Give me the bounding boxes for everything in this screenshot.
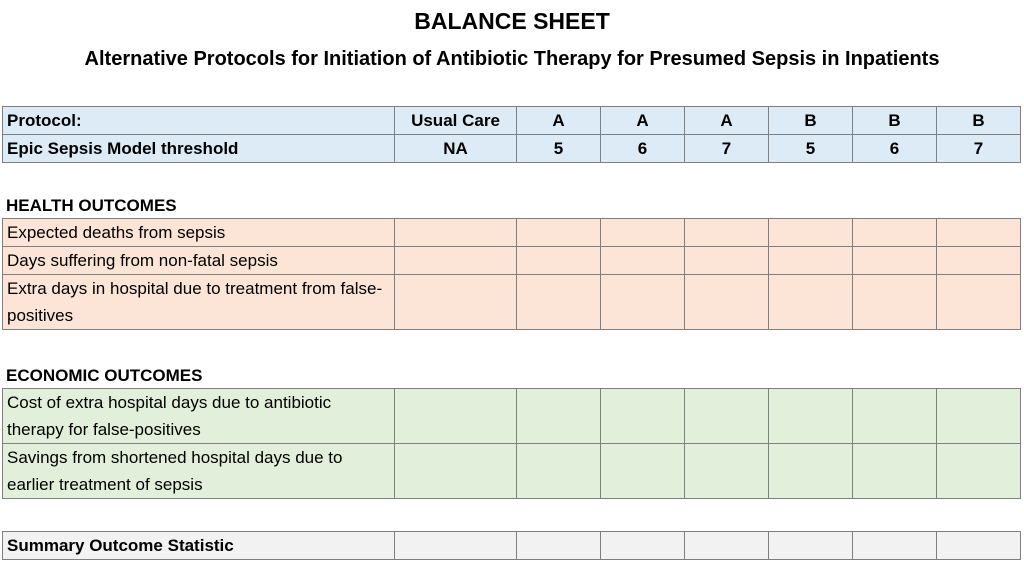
value-cell[interactable]: [517, 532, 601, 560]
threshold-row: [3, 135, 1021, 163]
health-outcomes-heading: HEALTH OUTCOMES: [6, 196, 177, 215]
protocol-header-table: [2, 106, 1021, 163]
value-cell[interactable]: [601, 389, 685, 444]
value-cell[interactable]: [853, 275, 937, 330]
value-cell[interactable]: [517, 219, 601, 247]
value-cell[interactable]: [937, 275, 1021, 330]
summary-table: [2, 531, 1021, 560]
value-cell[interactable]: [937, 247, 1021, 275]
value-cell[interactable]: [601, 532, 685, 560]
row-label: Days suffering from non-fatal sepsis: [3, 247, 395, 275]
value-cell[interactable]: [685, 444, 769, 499]
value-cell[interactable]: [685, 389, 769, 444]
value-cell[interactable]: [517, 389, 601, 444]
table-row: [3, 247, 1021, 275]
value-cell[interactable]: [395, 275, 517, 330]
protocol-row: [3, 107, 1021, 135]
value-cell[interactable]: [685, 532, 769, 560]
table-row: [3, 219, 1021, 247]
threshold-cell[interactable]: NA: [395, 135, 517, 163]
value-cell[interactable]: [685, 219, 769, 247]
threshold-cell[interactable]: 6: [601, 135, 685, 163]
threshold-cell[interactable]: 6: [853, 135, 937, 163]
threshold-label: Epic Sepsis Model threshold: [3, 135, 395, 163]
protocol-cell[interactable]: B: [769, 107, 853, 135]
value-cell[interactable]: [395, 444, 517, 499]
value-cell[interactable]: [395, 389, 517, 444]
value-cell[interactable]: [601, 247, 685, 275]
table-row: [3, 275, 1021, 330]
value-cell[interactable]: [601, 444, 685, 499]
value-cell[interactable]: [937, 444, 1021, 499]
value-cell[interactable]: [853, 219, 937, 247]
threshold-cell[interactable]: 5: [769, 135, 853, 163]
value-cell[interactable]: [769, 247, 853, 275]
protocol-cell[interactable]: Usual Care: [395, 107, 517, 135]
value-cell[interactable]: [769, 444, 853, 499]
threshold-cell[interactable]: 7: [685, 135, 769, 163]
value-cell[interactable]: [685, 247, 769, 275]
table-row: [3, 444, 1021, 499]
value-cell[interactable]: [937, 389, 1021, 444]
table-row: [3, 389, 1021, 444]
value-cell[interactable]: [769, 532, 853, 560]
threshold-cell[interactable]: 5: [517, 135, 601, 163]
value-cell[interactable]: [937, 532, 1021, 560]
protocol-cell[interactable]: A: [601, 107, 685, 135]
summary-label: Summary Outcome Statistic: [3, 532, 395, 560]
value-cell[interactable]: [853, 444, 937, 499]
value-cell[interactable]: [601, 219, 685, 247]
value-cell[interactable]: [937, 219, 1021, 247]
row-label: Extra days in hospital due to treatment from false-positives: [3, 275, 395, 330]
row-label: Cost of extra hospital days due to antibiotic therapy for false-positives: [3, 389, 395, 444]
value-cell[interactable]: [853, 389, 937, 444]
economic-outcomes-heading: ECONOMIC OUTCOMES: [6, 366, 203, 385]
protocol-cell[interactable]: B: [853, 107, 937, 135]
value-cell[interactable]: [517, 444, 601, 499]
economic-outcomes-table: [2, 388, 1021, 499]
row-label: Expected deaths from sepsis: [3, 219, 395, 247]
protocol-label: Protocol:: [3, 107, 395, 135]
health-outcomes-table: [2, 218, 1021, 330]
value-cell[interactable]: [395, 247, 517, 275]
row-label: Savings from shortened hospital days due to earlier treatment of sepsis: [3, 444, 395, 499]
threshold-cell[interactable]: 7: [937, 135, 1021, 163]
protocol-cell[interactable]: B: [937, 107, 1021, 135]
page-title: BALANCE SHEET: [414, 8, 610, 34]
value-cell[interactable]: [769, 275, 853, 330]
value-cell[interactable]: [601, 275, 685, 330]
value-cell[interactable]: [685, 275, 769, 330]
value-cell[interactable]: [395, 532, 517, 560]
protocol-cell[interactable]: A: [685, 107, 769, 135]
value-cell[interactable]: [517, 247, 601, 275]
summary-row: [3, 532, 1021, 560]
protocol-cell[interactable]: A: [517, 107, 601, 135]
value-cell[interactable]: [517, 275, 601, 330]
value-cell[interactable]: [853, 247, 937, 275]
value-cell[interactable]: [769, 219, 853, 247]
value-cell[interactable]: [769, 389, 853, 444]
page-subtitle: Alternative Protocols for Initiation of Antibiotic Therapy for Presumed Sepsis in Inpatients: [84, 48, 940, 70]
value-cell[interactable]: [395, 219, 517, 247]
value-cell[interactable]: [853, 532, 937, 560]
